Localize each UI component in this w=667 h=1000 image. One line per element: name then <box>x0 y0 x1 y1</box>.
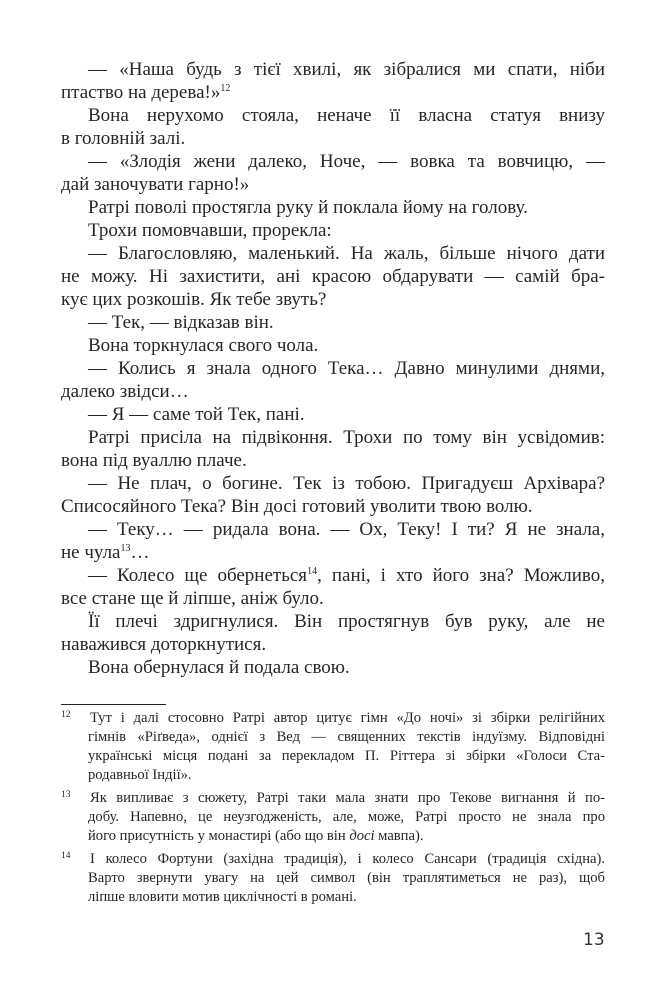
text-run: , пані, і хто його зна? Можливо, <box>317 565 606 586</box>
text-line <box>88 709 605 728</box>
text-line <box>61 311 605 334</box>
text-line <box>61 610 605 633</box>
paragraph <box>61 219 605 242</box>
text-line <box>61 587 605 610</box>
paragraph <box>61 150 605 196</box>
text-run: дай заночувати гарно!» <box>61 174 250 195</box>
text-run: Варто звернути увагу на цей символ (він траплятиметься не раз), щоб <box>88 870 605 886</box>
text-run: добу. Напевно, це неузгодженість, але, може, Ратрі просто не знала про <box>88 809 605 825</box>
text-run: — Тек, — відказав він. <box>88 312 274 333</box>
text-run: Тут і далі стосовно Ратрі автор цитує гімн «До ночі» зі збірки релігійних <box>90 710 605 726</box>
text-line <box>88 747 605 766</box>
text-line <box>61 219 605 242</box>
text-run: Як випливає з сюжету, Ратрі таки мала знати про Текове вигнання й по- <box>90 790 605 806</box>
text-run: родавньої Індії». <box>88 767 192 783</box>
paragraph <box>61 334 605 357</box>
text-run: не чула <box>61 542 121 563</box>
text-line <box>61 150 605 173</box>
footnote <box>61 850 605 907</box>
text-line <box>61 403 605 426</box>
footnote <box>61 709 605 785</box>
text-line <box>61 518 605 541</box>
text-line <box>61 633 605 656</box>
paragraph <box>61 426 605 472</box>
footnote-number: 12 <box>61 710 71 720</box>
text-line <box>61 656 605 679</box>
text-run: — «Злодія жени далеко, Ноче, — вовка та вовчицю, — <box>88 151 605 172</box>
text-run: птаство на дерева!» <box>61 82 221 103</box>
footnote-ref: 14 <box>307 566 318 577</box>
text-line <box>88 808 605 827</box>
text-run: Ратрі поволі простягла руку й поклала йому на голову. <box>88 197 528 218</box>
text-run: кує цих розкошів. Як тебе звуть? <box>61 289 327 310</box>
text-run: Вона обернулася й подала свою. <box>88 657 350 678</box>
text-run: — Теку… — ридала вона. — Ох, Теку! І ти? Я не знала, <box>88 519 605 540</box>
text-run: Вона торкнулася свого чола. <box>88 335 319 356</box>
text-line <box>61 104 605 127</box>
page-number: 13 <box>583 930 605 950</box>
text-line <box>88 888 605 907</box>
footnote-ref: 12 <box>220 83 231 94</box>
text-line <box>61 265 605 288</box>
text-run: — Я — саме той Тек, пані. <box>88 404 305 425</box>
text-run: в головній залі. <box>61 128 186 149</box>
text-run: Списосяйного Тека? Він досі готовий уволити твою волю. <box>61 496 533 517</box>
text-line <box>61 380 605 403</box>
footnotes <box>61 709 605 911</box>
paragraph <box>61 656 605 679</box>
paragraph <box>61 357 605 403</box>
paragraph <box>61 564 605 610</box>
text-run: мавпа). <box>374 828 424 844</box>
text-line <box>61 242 605 265</box>
body-text <box>61 58 605 679</box>
footnote-number: 14 <box>61 851 71 861</box>
text-run: — Благословляю, маленький. На жаль, більше нічого дати <box>88 243 605 264</box>
paragraph <box>61 242 605 311</box>
text-line <box>88 766 605 785</box>
paragraph <box>61 610 605 656</box>
text-run: … <box>130 542 150 563</box>
text-run: його присутність у монастирі (або що він <box>88 828 350 844</box>
text-run: І колесо Фортуни (західна традиція), і колесо Сансари (традиція східна). <box>90 851 605 867</box>
text-line <box>88 789 605 808</box>
text-line <box>88 728 605 747</box>
text-line <box>61 288 605 311</box>
text-line <box>61 541 605 564</box>
paragraph <box>61 472 605 518</box>
paragraph <box>61 311 605 334</box>
text-run: ліпше вловити мотив циклічності в романі. <box>88 889 357 905</box>
text-run: українські місця подані за перекладом П. Ріттера зі збірки «Голоси Ста- <box>88 748 605 764</box>
footnote-number: 13 <box>61 790 71 800</box>
emphasis: досі <box>349 828 375 844</box>
text-line <box>61 449 605 472</box>
text-run: — Не плач, о богине. Тек із тобою. Пригадуєш Архівара? <box>88 473 605 494</box>
text-line <box>61 173 605 196</box>
paragraph <box>61 58 605 104</box>
footnote-ref: 13 <box>120 543 131 554</box>
text-run: Її плечі здригнулися. Він простягнув був руку, але не <box>88 611 605 632</box>
text-line <box>61 81 605 104</box>
paragraph <box>61 403 605 426</box>
text-line <box>61 127 605 150</box>
paragraph <box>61 518 605 564</box>
footnote <box>61 789 605 846</box>
paragraph <box>61 196 605 219</box>
text-line <box>88 850 605 869</box>
text-run: — «Наша будь з тієї хвилі, як зібралися ми спати, ніби <box>88 59 605 80</box>
paragraph <box>61 104 605 150</box>
text-run: все стане ще й ліпше, аніж було. <box>61 588 324 609</box>
text-run: далеко звідси… <box>61 381 189 402</box>
text-run: Ратрі присіла на підвіконня. Трохи по тому він усвідомив: <box>88 427 605 448</box>
text-line <box>61 472 605 495</box>
text-run: гімнів «Ріґведа», однієї з Вед — священних текстів індуїзму. Відповідні <box>88 729 605 745</box>
text-line <box>61 196 605 219</box>
text-run: не можу. Ні захистити, ані красою обдарувати — самій бра- <box>61 266 605 287</box>
text-run: — Колись я знала одного Тека… Давно минулими днями, <box>88 358 605 379</box>
footnote-separator <box>61 704 166 705</box>
text-run: — Колесо ще обернеться <box>88 565 308 586</box>
text-line <box>88 869 605 888</box>
text-run: вона під вуаллю плаче. <box>61 450 247 471</box>
text-line <box>88 827 605 846</box>
text-line <box>61 58 605 81</box>
text-run: Вона нерухомо стояла, неначе її власна статуя внизу <box>88 105 605 126</box>
text-line <box>61 495 605 518</box>
text-line <box>61 357 605 380</box>
text-run: Трохи помовчавши, прорекла: <box>88 220 332 241</box>
text-line <box>61 426 605 449</box>
text-line <box>61 334 605 357</box>
text-line <box>61 564 605 587</box>
text-run: наважився доторкнутися. <box>61 634 267 655</box>
